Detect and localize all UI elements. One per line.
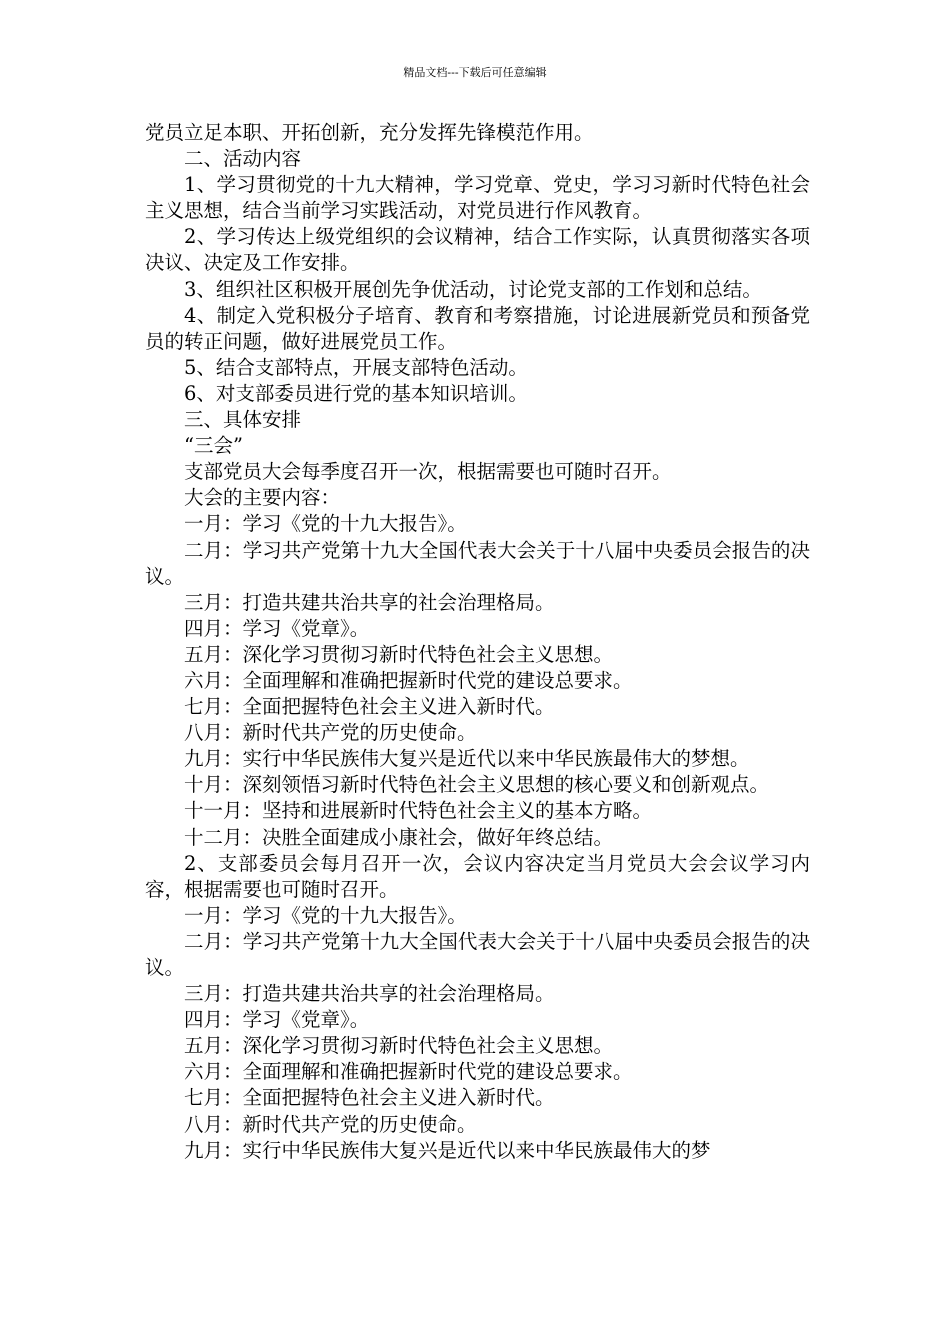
paragraph: 八月：新时代共产党的历史使命。	[184, 1112, 477, 1136]
paragraph: 三月：打造共建共治共享的社会治理格局。	[184, 982, 555, 1006]
paragraph: 一月：学习《党的十九大报告》。	[184, 512, 467, 536]
paragraph: 6、对支部委员进行党的基本知识培训。	[184, 381, 528, 405]
paragraph: 六月：全面理解和准确把握新时代党的建设总要求。	[184, 1060, 633, 1084]
paragraph: 党员立足本职、开拓创新，充分发挥先锋模范作用。	[145, 121, 594, 144]
paragraph: 七月：全面把握特色社会主义进入新时代。	[184, 1086, 555, 1110]
paragraph: 八月：新时代共产党的历史使命。	[184, 721, 477, 745]
paragraph: 3、组织社区积极开展创先争优活动，讨论党支部的工作划和总结。	[184, 277, 762, 301]
paragraph: 2、支部委员会每月召开一次，会议内容决定当月党员大会会议学习内容，根据需要也可随时召开。	[145, 851, 810, 901]
paragraph: 十月：深刻领悟习新时代特色社会主义思想的核心要义和创新观点。	[184, 773, 770, 797]
paragraph: 四月：学习《党章》。	[184, 616, 370, 640]
paragraph: 三月：打造共建共治共享的社会治理格局。	[184, 590, 555, 614]
paragraph: 一月：学习《党的十九大报告》。	[184, 903, 467, 927]
paragraph: 5、结合支部特点，开展支部特色活动。	[184, 355, 528, 379]
page-header: 精品文档---下载后可任意编辑	[403, 66, 547, 79]
paragraph: 二月：学习共产党第十九大全国代表大会关于十八届中央委员会报告的决议。	[145, 929, 810, 979]
paragraph: 九月：实行中华民族伟大复兴是近代以来中华民族最伟大的梦想。	[184, 747, 750, 771]
paragraph: 4、制定入党积极分子培育、教育和考察措施，讨论进展新党员和预备党员的转正问题，做好进展党员工作。	[145, 303, 810, 353]
paragraph: 六月：全面理解和准确把握新时代党的建设总要求。	[184, 668, 633, 692]
paragraph: 2、学习传达上级党组织的会议精神，结合工作实际，认真贯彻落实各项决议、决定及工作安排。	[145, 225, 810, 275]
paragraph: 九月：实行中华民族伟大复兴是近代以来中华民族最伟大的梦	[184, 1138, 711, 1162]
paragraph: 大会的主要内容：	[184, 486, 341, 510]
paragraph: 十一月：坚持和进展新时代特色社会主义的基本方略。	[184, 799, 653, 823]
paragraph: 五月：深化学习贯彻习新时代特色社会主义思想。	[184, 1034, 614, 1058]
paragraph: 1、学习贯彻党的十九大精神，学习党章、党史，学习习新时代特色社会主义思想，结合当前学习实践活动，对党员进行作风教育。	[145, 173, 810, 223]
paragraph: 四月：学习《党章》。	[184, 1008, 370, 1032]
paragraph: 二月：学习共产党第十九大全国代表大会关于十八届中央委员会报告的决议。	[145, 538, 810, 588]
paragraph: 五月：深化学习贯彻习新时代特色社会主义思想。	[184, 642, 614, 666]
paragraph: 十二月：决胜全面建成小康社会，做好年终总结。	[184, 825, 614, 849]
paragraph: 七月：全面把握特色社会主义进入新时代。	[184, 695, 555, 719]
paragraph: 支部党员大会每季度召开一次，根据需要也可随时召开。	[184, 460, 672, 484]
paragraph: 二、活动内容	[184, 147, 302, 171]
paragraph: “三会”	[184, 434, 243, 458]
document-body	[145, 120, 810, 1164]
paragraph: 三、具体安排	[184, 408, 302, 432]
